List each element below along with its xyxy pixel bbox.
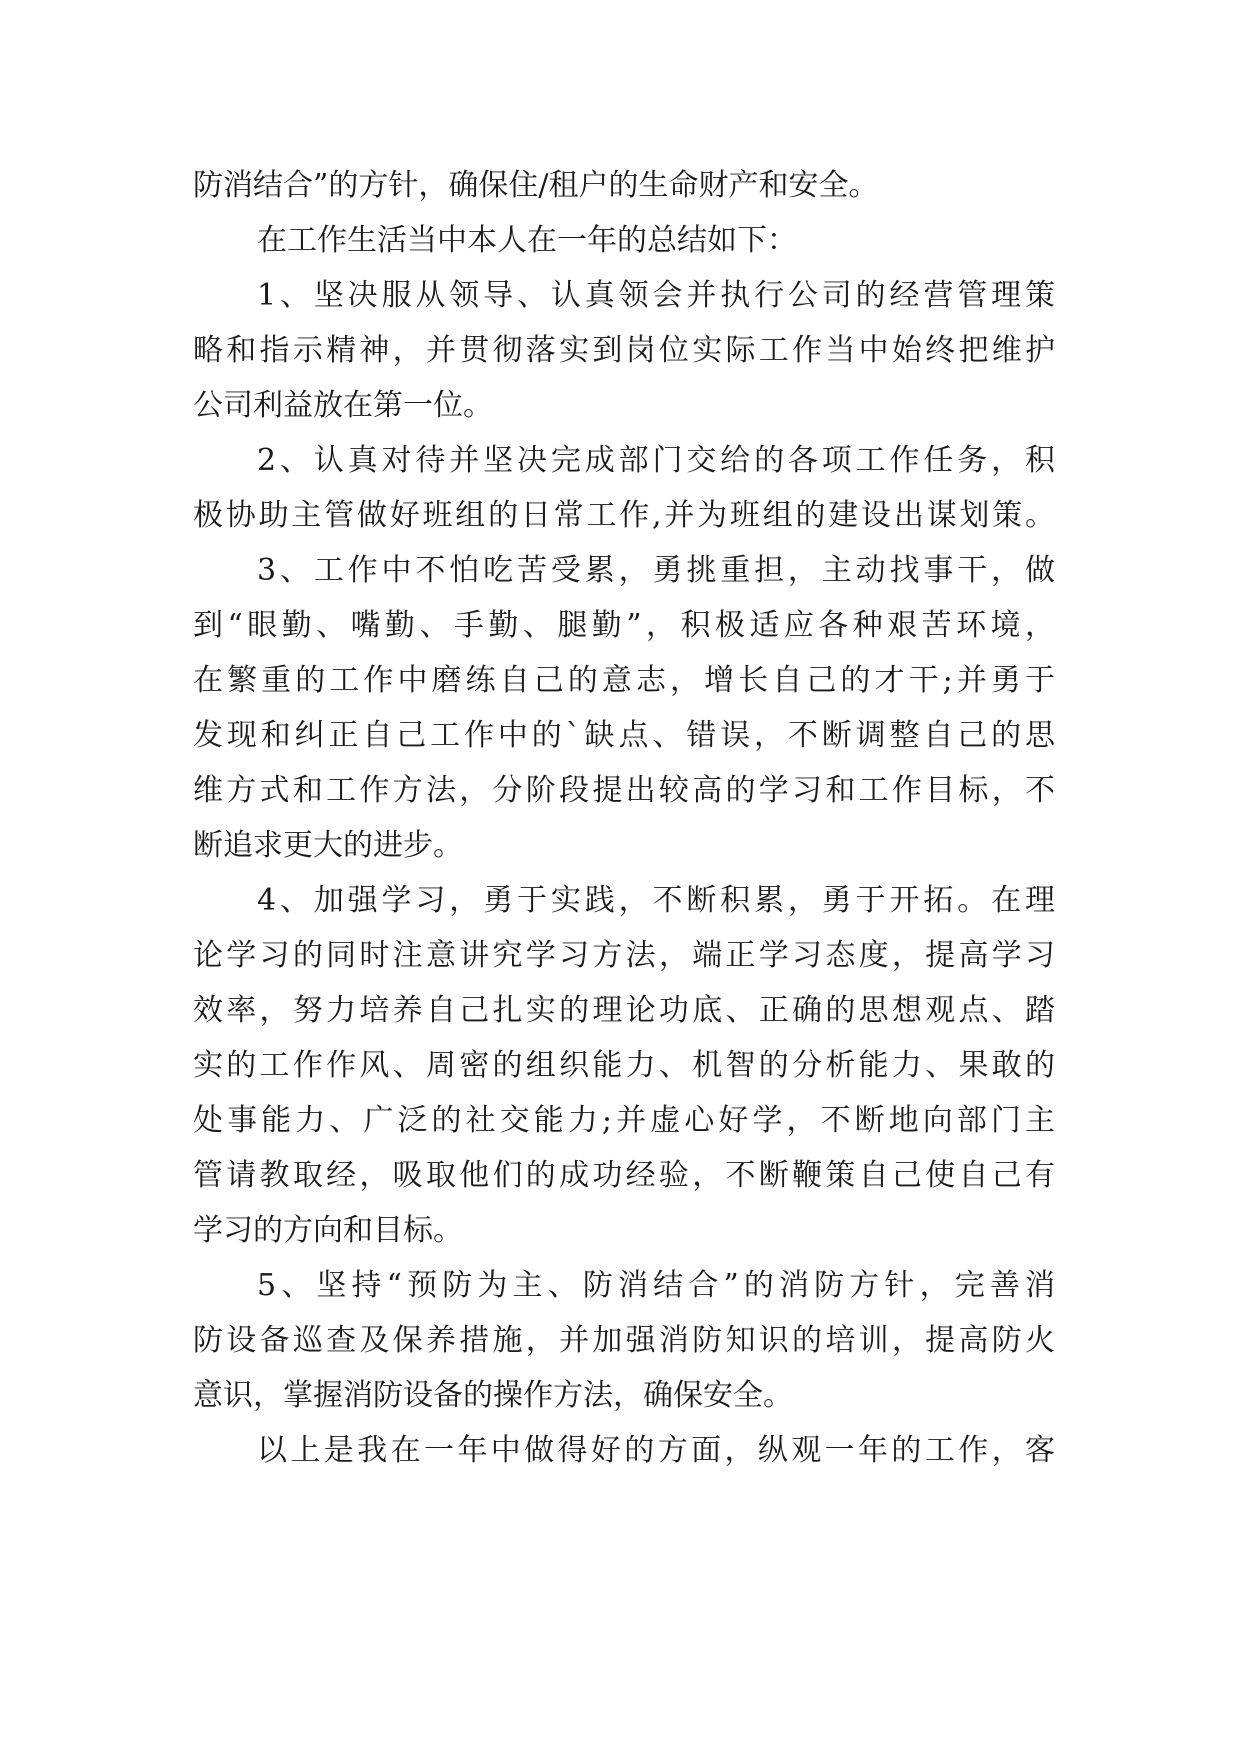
text-line: 断追求更大的进步。 xyxy=(193,828,463,863)
text-line: 到“眼勤、嘴勤、手勤、腿勤”，积极适应各种艰苦环境， xyxy=(193,608,1055,643)
text-line: 在工作生活当中本人在一年的总结如下： xyxy=(257,223,797,258)
text-line: 4、加强学习，勇于实践，不断积累，勇于开拓。在理 xyxy=(257,883,1055,918)
text-line: 公司利益放在第一位。 xyxy=(193,388,493,423)
text-line: 在繁重的工作中磨练自己的意志，增长自己的才干;并勇于 xyxy=(193,663,1055,698)
text-line: 实的工作作风、周密的组织能力、机智的分析能力、果敢的 xyxy=(193,1048,1055,1083)
text-line: 论学习的同时注意讲究学习方法，端正学习态度，提高学习 xyxy=(193,938,1055,973)
text-line: 略和指示精神，并贯彻落实到岗位实际工作当中始终把维护 xyxy=(193,333,1055,368)
document-body xyxy=(193,158,1055,1478)
text-line: 管请教取经，吸取他们的成功经验，不断鞭策自己使自己有 xyxy=(193,1158,1055,1193)
text-line: 效率，努力培养自己扎实的理论功底、正确的思想观点、踏 xyxy=(193,993,1055,1028)
text-line: 意识，掌握消防设备的操作方法，确保安全。 xyxy=(193,1378,793,1413)
text-line: 防消结合”的方针，确保住/租户的生命财产和安全。 xyxy=(193,168,879,203)
text-line: 学习的方向和目标。 xyxy=(193,1213,463,1248)
text-line: 发现和纠正自己工作中的`缺点、错误，不断调整自己的思 xyxy=(193,718,1055,753)
text-line: 3、工作中不怕吃苦受累，勇挑重担，主动找事干，做 xyxy=(257,553,1055,588)
text-line: 以上是我在一年中做得好的方面，纵观一年的工作，客 xyxy=(257,1433,1055,1468)
text-line: 处事能力、广泛的社交能力;并虚心好学，不断地向部门主 xyxy=(193,1103,1055,1138)
text-line: 防设备巡查及保养措施，并加强消防知识的培训，提高防火 xyxy=(193,1323,1055,1358)
text-line: 维方式和工作方法，分阶段提出较高的学习和工作目标，不 xyxy=(193,773,1055,808)
text-line: 2、认真对待并坚决完成部门交给的各项工作任务，积 xyxy=(257,443,1055,478)
text-line: 1、坚决服从领导、认真领会并执行公司的经营管理策 xyxy=(257,278,1055,313)
text-line: 5、坚持“预防为主、防消结合”的消防方针，完善消 xyxy=(257,1268,1055,1303)
text-line: 极协助主管做好班组的日常工作,并为班组的建设出谋划策。 xyxy=(193,498,1055,533)
